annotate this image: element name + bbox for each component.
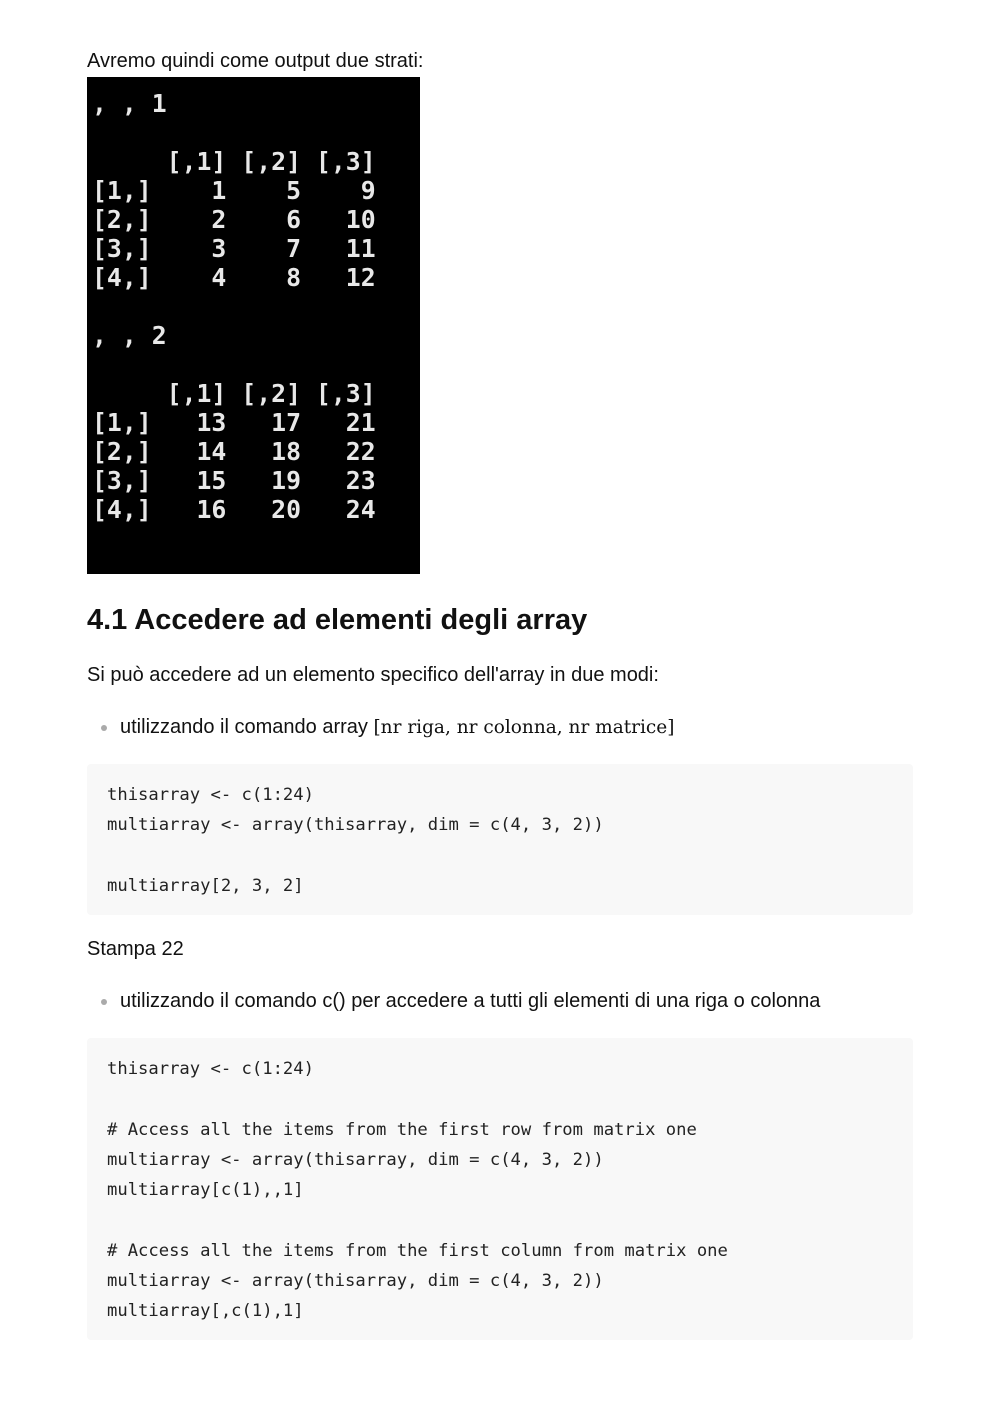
result-text: Stampa 22 xyxy=(87,938,184,960)
terminal-screenshot xyxy=(87,77,420,574)
code-content: thisarray <- c(1:24) # Access all the items from the first row from matrix one multiarray <- array(thisarray, dim = c(4, 3, 2)) multiarray[c(1),,1] # Access all the items from the first column from matrix one multiarray <- array(thisarray, dim = c(4, 3, 2)) multiarray[,c(1),1] xyxy=(107,1059,728,1322)
code-block xyxy=(87,1038,913,1340)
terminal-output: , , 1 [,1] [,2] [,3] [1,] 1 5 9 [2,] 2 6 10 [3,] 3 7 11 [4,] 4 8 12 , , 2 [,1] [,2] [,3] [1,] 13 17 21 [2,] 14 18 22 [3,] 15 19 23 [4,] 16 20 24 xyxy=(92,89,376,524)
bullet-text: utilizzando il comando c() per accedere a tutti gli elementi di una riga o colonna xyxy=(120,990,821,1012)
code-block xyxy=(87,764,913,915)
math-expression: [nr riga, nr colonna, nr matrice] xyxy=(373,717,675,738)
section-heading: 4.1 Accedere ad elementi degli array xyxy=(87,604,588,636)
bullet-dot-icon xyxy=(101,725,107,731)
intro-text: Avremo quindi come output due strati: xyxy=(87,50,424,72)
list-item xyxy=(87,714,913,740)
section-paragraph: Si può accedere ad un elemento specifico dell'array in due modi: xyxy=(87,664,659,686)
code-content: thisarray <- c(1:24) multiarray <- array(thisarray, dim = c(4, 3, 2)) multiarray[2, 3, 2] xyxy=(107,785,604,896)
list-item xyxy=(87,988,913,1014)
bullet-dot-icon xyxy=(101,999,107,1005)
bullet-text: utilizzando il comando array xyxy=(120,716,374,738)
